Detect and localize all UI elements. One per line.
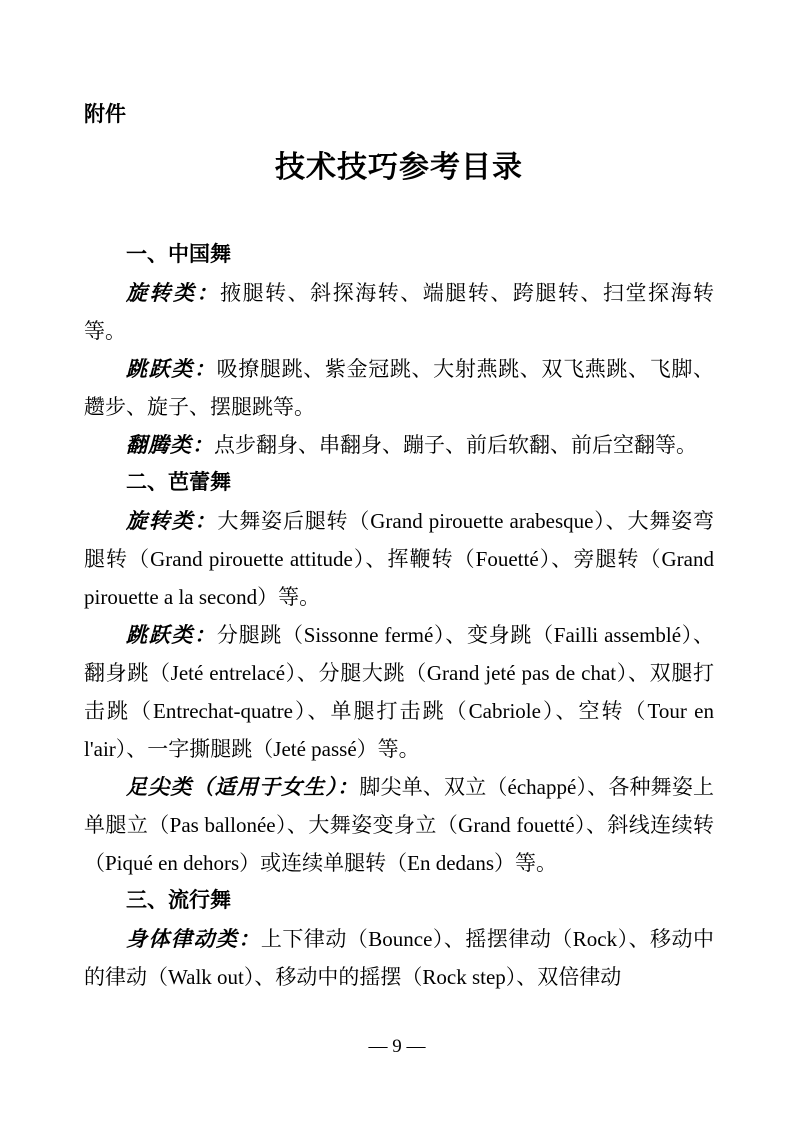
paragraph — [84, 426, 714, 464]
document-content — [84, 0, 714, 996]
paragraph — [84, 920, 714, 996]
category-label: 旋转类： — [126, 509, 218, 533]
category-label: 身体律动类： — [126, 927, 261, 951]
section-heading-chinese-dance: 一、中国舞 — [126, 243, 231, 266]
paragraph — [84, 616, 714, 768]
category-label: 跳跃类： — [126, 357, 217, 381]
section-heading-ballet: 二、芭蕾舞 — [126, 471, 231, 494]
category-content: 点步翻身、串翻身、蹦子、前后软翻、前后空翻等。 — [214, 433, 697, 457]
section-heading-pop-dance: 三、流行舞 — [126, 889, 231, 912]
category-content: 上下律动（Bounce）、摇摆律动（Rock）、移动中的律动（Walk out）、移动中的摇摆（Rock step）、双倍律动 — [84, 927, 715, 989]
category-label: 旋转类： — [126, 281, 221, 305]
attachment-label: 附件 — [84, 103, 126, 126]
category-label: 跳跃类： — [126, 623, 217, 647]
category-content: 脚尖单、双立（échappé）、各种舞姿上单腿立（Pas ballonée）、大舞姿变身立（Grand fouetté）、斜线连续转（Piqué en dehors）或连续单腿转（En dedans）等。 — [84, 775, 714, 875]
category-content: 大舞姿后腿转（Grand pirouette arabesque）、大舞姿弯腿转（Grand pirouette attitude）、挥鞭转（Fouetté）、旁腿转（Grand pirouette a la second）等。 — [84, 509, 714, 609]
category-content: 吸撩腿跳、紫金冠跳、大射燕跳、双飞燕跳、飞脚、趱步、旋子、摆腿跳等。 — [84, 357, 715, 419]
category-content: 分腿跳（Sissonne fermé）、变身跳（Failli assemblé）、翻身跳（Jeté entrelacé）、分腿大跳（Grand jeté pas de chat）、双腿打击跳（Entrechat-quatre）、单腿打击跳（Cabriole）、空转（Tour en l'air）、一字撕腿跳（Jeté passé）等。 — [84, 623, 714, 761]
paragraph — [84, 350, 714, 426]
paragraph — [84, 502, 714, 616]
document-body — [84, 236, 714, 996]
category-label: 翻腾类： — [126, 433, 214, 457]
category-content: 掖腿转、斜探海转、端腿转、跨腿转、扫堂探海转等。 — [84, 281, 715, 343]
paragraph — [84, 768, 714, 882]
page-number: — 9 — — [368, 1036, 426, 1057]
paragraph — [84, 274, 714, 350]
category-label: 足尖类（适用于女生）： — [126, 775, 360, 799]
document-title: 技术技巧参考目录 — [275, 151, 523, 184]
